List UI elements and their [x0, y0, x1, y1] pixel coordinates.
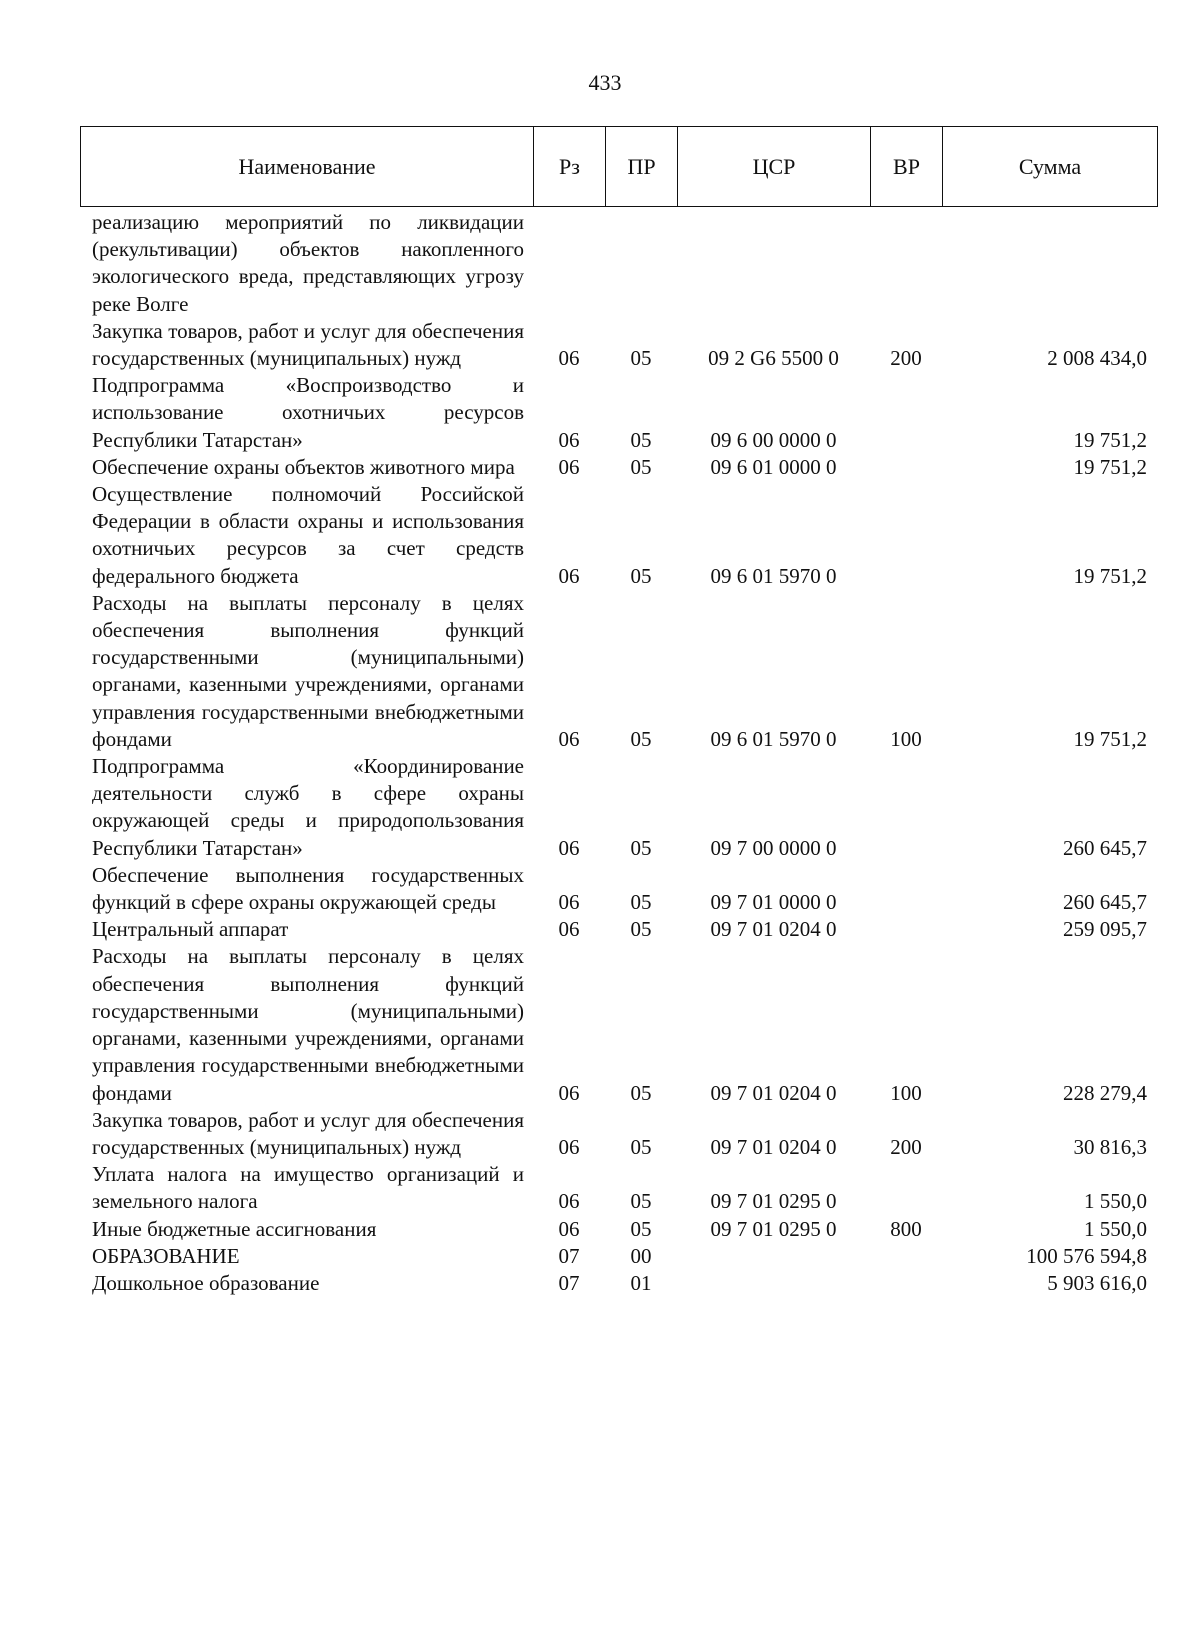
row-pr: 05: [630, 1080, 652, 1105]
row-pr: 05: [630, 563, 652, 588]
header-rz: Рз: [534, 127, 606, 207]
row-rz: 06: [558, 454, 580, 479]
row-rz: 06: [558, 890, 580, 915]
row-vr: 100: [890, 726, 922, 751]
row-name: Подпрограмма «Координирование деятельности служб в сфере охраны окружающей среды и природопользования Республики Татарстан»: [92, 754, 524, 860]
header-vr: ВР: [871, 127, 943, 207]
row-csr: [677, 209, 870, 318]
row-csr: 09 7 00 0000 0: [710, 835, 837, 860]
row-rz: [533, 209, 605, 318]
row-csr: 09 6 01 5970 0: [710, 726, 837, 751]
row-pr: 05: [630, 427, 652, 452]
row-pr: [605, 209, 677, 318]
row-sum: 19 751,2: [1073, 726, 1147, 751]
row-rz: 06: [558, 563, 580, 588]
row-sum: 19 751,2: [1073, 427, 1147, 452]
row-pr: 05: [630, 890, 652, 915]
row-sum: 19 751,2: [1073, 563, 1147, 588]
row-pr: 05: [630, 1134, 652, 1159]
row-csr: 09 7 01 0204 0: [710, 1134, 837, 1159]
budget-table: [80, 209, 1157, 1297]
row-sum: 30 816,3: [1073, 1134, 1147, 1159]
row-rz: 06: [558, 1080, 580, 1105]
row-name: Центральный аппарат: [92, 917, 289, 942]
row-rz: 06: [558, 835, 580, 860]
row-vr: [870, 862, 942, 916]
table-row: [80, 1107, 1157, 1161]
row-pr: 00: [630, 1243, 652, 1268]
row-csr: [677, 1243, 870, 1270]
row-pr: 05: [630, 1189, 652, 1214]
row-csr: 09 6 01 5970 0: [710, 563, 837, 588]
row-name: Расходы на выплаты персоналу в целях обеспечения выполнения функций государственными (муниципальными) органами, казенными учреждениями, органами управления государственными внебюджетными фондами: [92, 590, 524, 751]
row-rz: 06: [558, 726, 580, 751]
row-vr: [870, 916, 942, 943]
table-row: [80, 916, 1157, 943]
row-csr: 09 2 G6 5500 0: [708, 346, 839, 371]
row-csr: 09 6 00 0000 0: [710, 427, 837, 452]
row-name: Обеспечение охраны объектов животного мира: [92, 454, 515, 479]
row-pr: 05: [630, 835, 652, 860]
table-row: [80, 590, 1157, 753]
table-row: [80, 454, 1157, 481]
row-csr: 09 7 01 0295 0: [710, 1216, 837, 1241]
table-row: [80, 1161, 1157, 1215]
row-csr: 09 6 01 0000 0: [710, 454, 837, 479]
table-row: [80, 1216, 1157, 1243]
row-name: Обеспечение выполнения государственных функций в сфере охраны окружающей среды: [92, 862, 524, 915]
row-sum: 2 008 434,0: [1047, 346, 1147, 371]
row-name: Иные бюджетные ассигнования: [92, 1216, 377, 1241]
row-rz: 06: [558, 1134, 580, 1159]
page-number: 433: [588, 70, 622, 95]
row-sum: 228 279,4: [1063, 1080, 1147, 1105]
row-name: реализацию мероприятий по ликвидации (рекультивации) объектов накопленного экологического вреда, представляющих угрозу реке Волге: [92, 210, 524, 316]
row-vr: [870, 1161, 942, 1215]
table-header: [80, 126, 1158, 207]
row-pr: 01: [630, 1270, 652, 1295]
row-pr: 05: [630, 346, 652, 371]
row-sum: [942, 209, 1157, 318]
row-pr: 05: [630, 454, 652, 479]
row-name: Подпрограмма «Воспроизводство и использование охотничьих ресурсов Республики Татарстан»: [92, 373, 524, 452]
table-row: [80, 372, 1157, 454]
table-row: [80, 862, 1157, 916]
row-sum: 259 095,7: [1063, 917, 1147, 942]
row-name: Уплата налога на имущество организаций и земельного налога: [92, 1162, 524, 1214]
header-sum: Сумма: [943, 127, 1158, 207]
row-rz: 06: [558, 427, 580, 452]
row-vr: [870, 481, 942, 590]
row-sum: 260 645,7: [1063, 835, 1147, 860]
row-rz: 06: [558, 917, 580, 942]
row-name: Закупка товаров, работ и услуг для обеспечения государственных (муниципальных) нужд: [92, 1107, 524, 1159]
table-row: [80, 943, 1157, 1106]
row-pr: 05: [630, 726, 652, 751]
row-vr: [870, 1243, 942, 1270]
row-vr: [870, 753, 942, 862]
row-name: Осуществление полномочий Российской Федерации в области охраны и использования охотничьих ресурсов за счет средств федерального бюджета: [92, 482, 524, 588]
row-vr: [870, 454, 942, 481]
row-name: ОБРАЗОВАНИЕ: [92, 1243, 240, 1268]
row-rz: 07: [558, 1243, 580, 1268]
table-row: [80, 318, 1157, 372]
row-csr: 09 7 01 0295 0: [710, 1189, 837, 1214]
row-vr: [870, 209, 942, 318]
row-csr: 09 7 01 0204 0: [710, 917, 837, 942]
table-row: [80, 1270, 1157, 1297]
header-csr: ЦСР: [678, 127, 871, 207]
row-sum: 5 903 616,0: [1047, 1270, 1147, 1295]
row-vr: [870, 1270, 942, 1297]
table-row: [80, 481, 1157, 590]
header-pr: ПР: [606, 127, 678, 207]
row-pr: 05: [630, 917, 652, 942]
header-name: Наименование: [81, 127, 534, 207]
row-name: Дошкольное образование: [92, 1270, 320, 1295]
row-rz: 06: [558, 346, 580, 371]
row-vr: [870, 372, 942, 454]
row-sum: 1 550,0: [1084, 1189, 1147, 1214]
row-sum: 19 751,2: [1073, 454, 1147, 479]
row-csr: [677, 1270, 870, 1297]
row-rz: 06: [558, 1216, 580, 1241]
row-name: Расходы на выплаты персоналу в целях обеспечения выполнения функций государственными (муниципальными) органами, казенными учреждениями, органами управления государственными внебюджетными фондами: [92, 944, 524, 1105]
row-pr: 05: [630, 1216, 652, 1241]
table-row: [80, 753, 1157, 862]
table-row: [80, 1243, 1157, 1270]
row-sum: 1 550,0: [1084, 1216, 1147, 1241]
row-sum: 260 645,7: [1063, 890, 1147, 915]
row-rz: 07: [558, 1270, 580, 1295]
row-sum: 100 576 594,8: [1026, 1243, 1147, 1268]
row-vr: 200: [890, 1134, 922, 1159]
table-row: [80, 209, 1157, 318]
row-vr: 800: [890, 1216, 922, 1241]
row-vr: 100: [890, 1080, 922, 1105]
row-vr: 200: [890, 346, 922, 371]
row-rz: 06: [558, 1189, 580, 1214]
row-csr: 09 7 01 0000 0: [710, 890, 837, 915]
row-csr: 09 7 01 0204 0: [710, 1080, 837, 1105]
row-name: Закупка товаров, работ и услуг для обеспечения государственных (муниципальных) нужд: [92, 318, 524, 371]
